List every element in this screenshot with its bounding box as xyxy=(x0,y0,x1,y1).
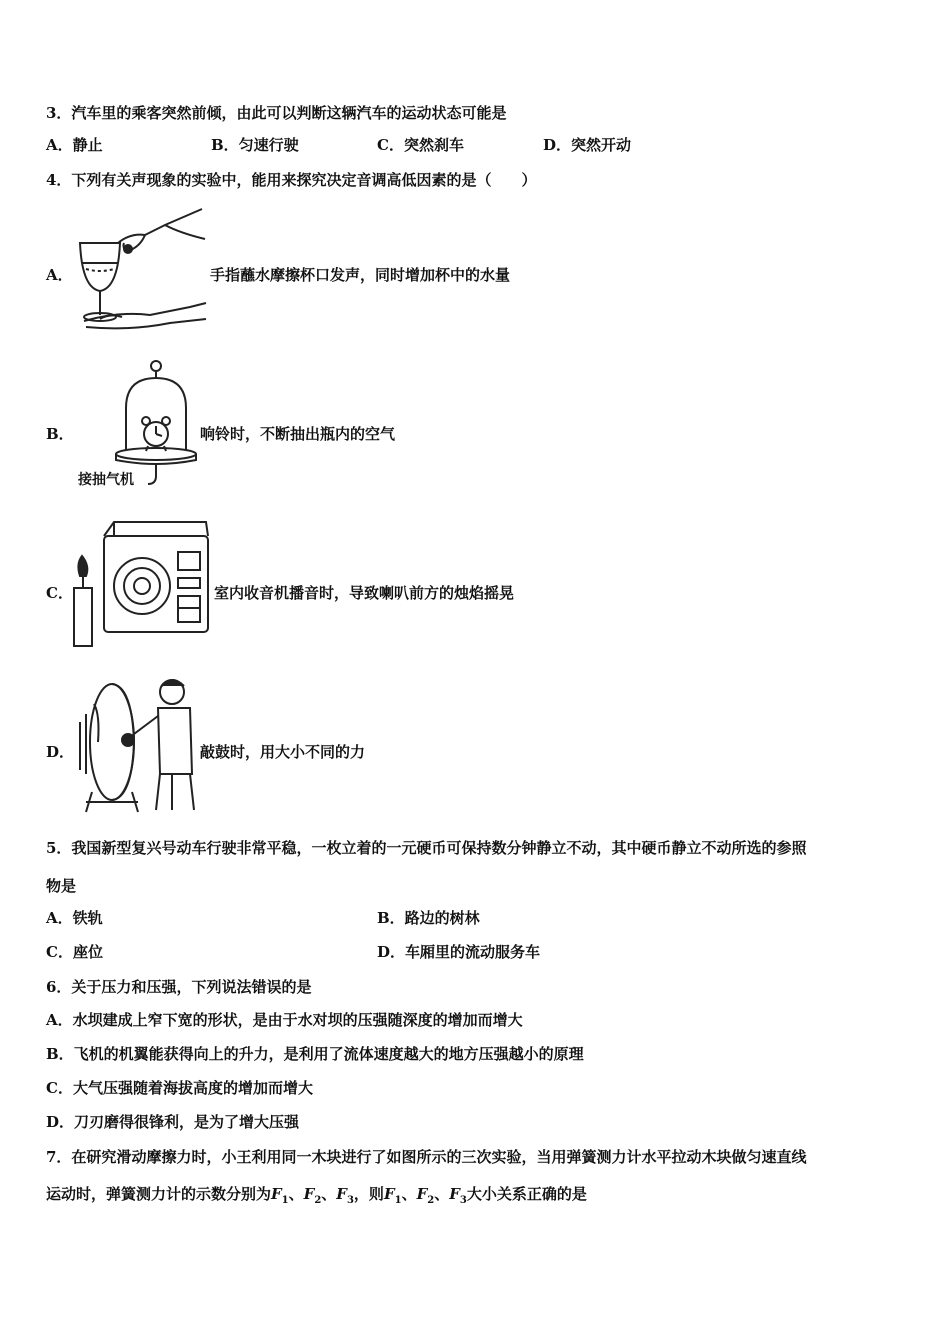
q4-option-c-text: 室内收音机播音时，导致喇叭前方的烛焰摇晃 xyxy=(214,584,515,602)
q7-g2-sub: 2 xyxy=(427,1195,435,1206)
q3-option-a: A．静止 xyxy=(46,136,103,154)
q7-suffix: 大小关系正确的是 xyxy=(466,1185,587,1203)
q4-option-d-text: 敲鼓时，用大小不同的力 xyxy=(200,743,366,761)
q7-f3-sub: 3 xyxy=(346,1195,354,1206)
q7-f2-sub: 2 xyxy=(314,1195,322,1206)
q7-f2: F xyxy=(303,1185,315,1203)
q7-stem-line2-prefix: 运动时，弹簧测力计的示数分别为 xyxy=(46,1185,272,1203)
q7-g3: F xyxy=(449,1185,460,1203)
q7-middle: ，则 xyxy=(353,1185,384,1203)
q3-option-c: C．突然刹车 xyxy=(377,136,464,154)
q5-stem-line1: 5．我国新型复兴号动车行驶非常平稳，一枚立着的一元硬币可保持数分钟静立不动，其中硬币静立不动所选的参照 xyxy=(46,839,807,857)
q6-option-c: C．大气压强随着海拔高度的增加而增大 xyxy=(46,1079,313,1097)
q7-g3-sub: 3 xyxy=(459,1195,467,1206)
q4-option-a-letter: A． xyxy=(46,266,73,284)
q7-sep4: 、 xyxy=(434,1185,450,1203)
q7-g2: F xyxy=(416,1185,428,1203)
radio-candle-icon xyxy=(70,516,212,651)
q5-stem-line2: 物是 xyxy=(46,877,77,895)
q4-option-b-text: 响铃时，不断抽出瓶内的空气 xyxy=(200,425,396,443)
q5-option-d: D．车厢里的流动服务车 xyxy=(377,943,541,961)
q7-stem-line1: 7．在研究滑动摩擦力时，小王利用同一木块进行了如图所示的三次实验，当用弹簧测力计水平拉动木块做匀速直线 xyxy=(46,1148,807,1166)
q7-f1: F xyxy=(271,1185,282,1203)
q6-option-a: A．水坝建成上窄下宽的形状，是由于水对坝的压强随深度的增加而增大 xyxy=(46,1011,523,1029)
drum-icon xyxy=(72,674,202,814)
q7-g1: F xyxy=(383,1185,395,1203)
q3-stem: 3．汽车里的乘客突然前倾，由此可以判断这辆汽车的运动状态可能是 xyxy=(46,104,507,122)
q4-stem: 4．下列有关声现象的实验中，能用来探究决定音调高低因素的是（ ） xyxy=(46,171,537,189)
q3-option-d: D．突然开动 xyxy=(543,136,632,154)
q5-option-c: C．座位 xyxy=(46,943,103,961)
q7-sep2: 、 xyxy=(321,1185,337,1203)
q6-option-b: B．飞机的机翼能获得向上的升力，是利用了流体速度越大的地方压强越小的原理 xyxy=(46,1045,584,1063)
q4-option-c-letter: C． xyxy=(46,584,73,602)
wine-glass-icon xyxy=(70,203,210,333)
q5-option-a: A．铁轨 xyxy=(46,909,103,927)
q7-sep3: 、 xyxy=(401,1185,417,1203)
q5-option-b: B．路边的树林 xyxy=(377,909,480,927)
q4-option-a-text: 手指蘸水摩擦杯口发声，同时增加杯中的水量 xyxy=(210,266,511,284)
q7-f1-sub: 1 xyxy=(281,1195,289,1206)
q4-option-b-figure-label: 接抽气机 xyxy=(78,472,134,488)
q3-option-b: B．匀速行驶 xyxy=(211,136,299,154)
q7-sep1: 、 xyxy=(288,1185,304,1203)
q7-stem-line2 xyxy=(46,1184,587,1211)
q7-f3: F xyxy=(336,1185,347,1203)
q6-stem: 6．关于压力和压强，下列说法错误的是 xyxy=(46,978,312,996)
q7-g1-sub: 1 xyxy=(394,1195,402,1206)
q4-option-d-letter: D． xyxy=(46,743,75,761)
q6-option-d: D．刀刃磨得很锋利，是为了增大压强 xyxy=(46,1113,300,1131)
q4-option-b-letter: B． xyxy=(46,425,74,443)
